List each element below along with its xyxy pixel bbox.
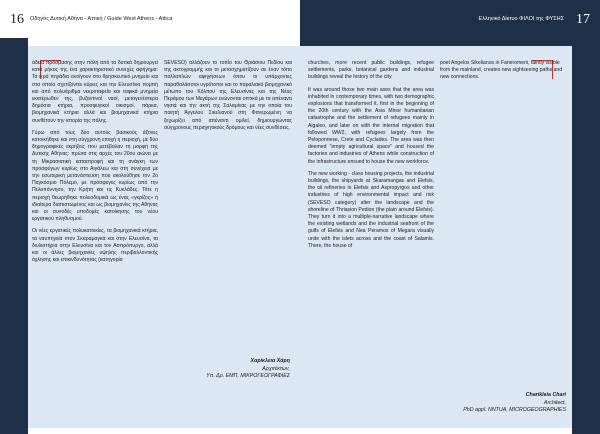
right-page-number: 17 (576, 12, 590, 27)
left-column-2 (164, 60, 292, 137)
left-navy-bar (0, 38, 28, 434)
left-running-title: Οδηγός Δυτική Αθήνα - Αττική / Guide West Athens - Attica (30, 16, 173, 22)
right-column-2 (440, 60, 566, 87)
left-col2-paragraph-1: SEVESO) αλλάζουν το τοπίο του Θριάσιου Πεδίου και της ακτογραμμής και το μετασχηματίζουν σε έναν τόπο πολλαπλών αφηγήσεων όπου οι υπάρχοντες παραθαλάσσιοι υγρότοποι και το παραλιακό βιομηχανικό μέτωπο του Κόλπου της Ελευσίνας και της Νέας Περάμου των Μεγάρων ενώνονται οπτικά με τα απέναντι νησιά και την ακτή της Σαλαμίνας με την οποία του ποιητή Άγγελου Σικελιανού στη Φανερωμένη να ξεχωρίζει από απέναντι ομιλεί, δημιουργώντας σύγχρονους περιηγητικούς δρόμους και νέες συνδέσεις. (164, 60, 292, 131)
right-col1-paragraph-3: The new working - class housing projects, the industrial buildings, the shipyards at Skaramangas and Elefsis, the oil refineries in Elefsis and Aspropyrgos and other industries of high environmental impact and risk (SEVESO category) alter the landscape and the shoreline of Thriasion Pedion (the plain around Elefsis). They turn it into a multiple-narrative landscape where the existing wetlands and the industrial seafront of the gulfs of Elefsis and Nea Peramos of Megara visually unite with the islets across and the coast of Salamis. There, the house of (308, 170, 434, 249)
right-column-1 (308, 60, 434, 255)
right-signature-name: Charikleia Chari (525, 392, 566, 398)
right-col2-paragraph-1: poet Angelos Sikelianos in Faneromeni, faintly visible from the mainland, creates new sightseeing paths and new connections. (440, 60, 563, 81)
left-signature-affiliation: Υπ. Δρ. ΕΜΠ, ΜΙΚΡΟΓΕΩΓΡΑΦΙΕΣ (206, 373, 290, 379)
right-signature-affiliation: PhD appl. NNTUA, MICROGEOGRAPHIES (463, 407, 566, 413)
right-running-title: Ελληνικό Δίκτυο ΦΙΛΟΙ της ΦΥΣΗΣ (478, 16, 564, 22)
left-signature-role: Αρχιτέκτων, (262, 365, 290, 372)
right-signature-role: Architect, (543, 399, 566, 406)
left-page-header (0, 0, 300, 38)
left-column-1 (32, 60, 158, 269)
right-navy-top-band (300, 38, 600, 46)
right-page (300, 0, 600, 434)
right-col1-paragraph-2: It was around those two main axes that the area was inhabited in contemporary times, with two demographic explosions that transformed it, first in the beginning of the 20th century with the Asia Minor humanitarian catastrophe and the settlement of refugees mainly in Aigaleo, and later on with the internal migration that followed WW2, with refugees largely from the Peloponnese, Crete and Cyclades. The area was then deemed "empty agricultural space" and housed the factories and industries of Athens while construction of the infrastructure ensued to house the new workforce. (308, 86, 434, 165)
right-page-header (300, 0, 600, 38)
left-signature (160, 358, 290, 381)
left-signature-name: Χαρίκλεια Χάρη (250, 358, 290, 364)
left-col1-paragraph-1: άδεια πρόσβασης στην πόλη από τα δυτικά δημιουργεί κατά μήκος της ένα χαρακτηριστικό συνεχές αφήγημα: Τα ιερά πηγάδια ανοίγουν στο θρησκευτικό μνημείο και στα οποία σχετίζονται κύριες και την Ελευσίνια πομπή και από πολυάριθμα νεκροταφεία και ταφικά μνημεία εκατέρωθεν της, βυζαντινοί ναοί, μεταγενέστερα δημόσια κτήρια, προσφυγικοί οικισμοί, πάρκα, βιομηχανικά κτήρια αλλά και βιομηχανικά κτήρια συνθέτουν την ιστορία της πόλης. (32, 60, 158, 124)
right-col1-paragraph-1: churches, more recent public buildings, refugee settlements, parks, botanical gardens and industrial buildings reveal the history of the city. (308, 60, 434, 81)
right-navy-bar (572, 38, 600, 434)
right-signature (440, 392, 566, 415)
left-col1-paragraph-2: Γύρω από τους δύο αυτούς βασικούς άξονες κατοικήθηκε και στη σύγχρονη εποχή η περιοχή, με δύο δημογραφικές εκρήξεις που μετέβαλαν τη μορφή της Δυτικής Αθήνας: πρώτα στις αρχές του 20ου αιώνα με τη Μικρασιατική καταστροφή και τη ανάγκη των προσφύγων κυρίως στο Αιγάλεω και στη συνέχεια με την εσωτερική μετανάστευση που ακολούθησε τον 2ο Παγκόσμιο Πόλεμο, με πρόσφυγες κυρίως από την Πελοπόννησο, την Κρήτη και τις Κυκλάδες. Τότε η περιοχή θεωρήθηκε πολεοδομικά ως ένας «γκρίζος» ή ιδιαίτερα διαπιστωμένος και ως βιομηχανίες της Αθήνας και οι συνοδές υποδομές κατοίκησης του νέου εργατικού πληθυσμού. (32, 129, 158, 223)
left-col1-paragraph-3: Οι νέες εργατικές πολυκατοικίες, τα βιομηχανικά κτήρια, τα ναυπηγεία στον Σκαραμαγκά και στην Ελευσίνα, τα διυλιστήρια στην Ελευσίνα και τον Ασπρόπυργο, αλλά και οι άλλες βιομηχανίες υψηλής περιβαλλοντικής όχλησης και επικινδυνότητας (κατηγορία (32, 228, 158, 264)
left-page-number: 16 (10, 12, 24, 27)
